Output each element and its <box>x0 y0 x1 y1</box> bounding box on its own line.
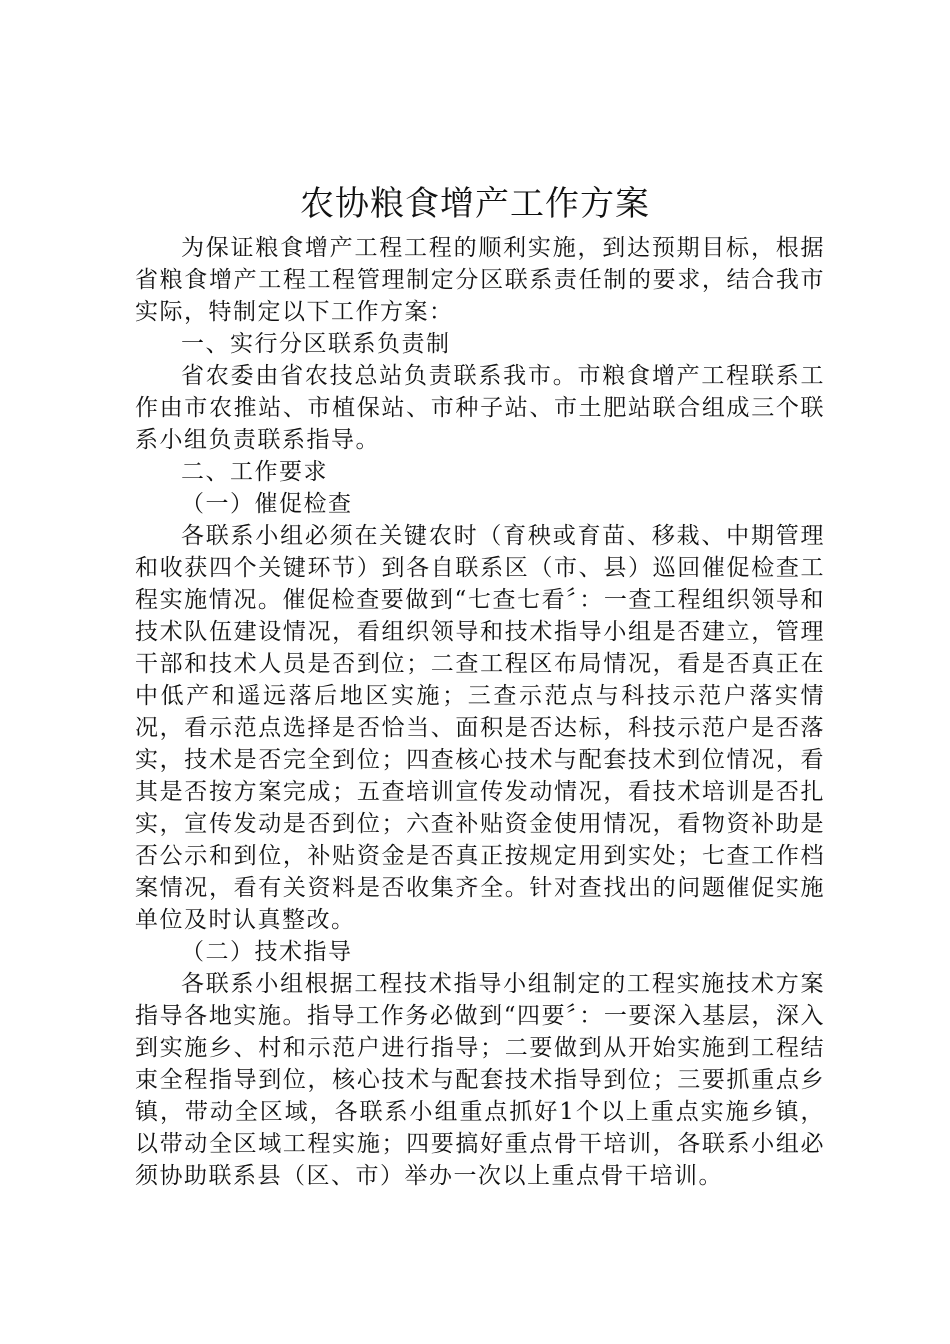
subsection-2-heading: （二）技术指导 <box>181 939 353 965</box>
intro-paragraph: 为保证粮食增产工程工程的顺利实施，到达预期目标，根据省粮食增产工程工程管理制定分区联系责任制的要求，结合我市实际，特制定以下工作方案： <box>135 235 825 325</box>
document-body <box>135 232 825 1192</box>
subsection-1-paragraph: 各联系小组必须在关键农时（育秧或育苗、移栽、中期管理和收获四个关键环节）到各自联系区（市、县）巡回催促检查工程实施情况。催促检查要做到“七查七看〞：一查工程组织领导和技术队伍建设情况，看组织领导和技术指导小组是否建立，管理干部和技术人员是否到位；二查工程区布局情况，看是否真正在中低产和遥远落后地区实施；三查示范点与科技示范户落实情况，看示范点选择是否恰当、面积是否达标，科技示范户是否落实，技术是否完全到位；四查核心技术与配套技术到位情况，看其是否按方案完成；五查培训宣传发动情况，看技术培训是否扎实，宣传发动是否到位；六查补贴资金使用情况，看物资补助是否公示和到位，补贴资金是否真正按规定用到实处；七查工作档案情况，看有关资料是否收集齐全。针对查找出的问题催促实施单位及时认真整改。 <box>135 523 825 933</box>
section-2-heading: 二、工作要求 <box>181 459 328 485</box>
subsection-2-paragraph: 各联系小组根据工程技术指导小组制定的工程实施技术方案指导各地实施。指导工作务必做到“四要〞：一要深入基层，深入到实施乡、村和示范户进行指导；二要做到从开始实施到工程结束全程指导到位，核心技术与配套技术指导到位；三要抓重点乡镇，带动全区域，各联系小组重点抓好1个以上重点实施乡镇，以带动全区域工程实施；四要搞好重点骨干培训，各联系小组必须协助联系县（区、市）举办一次以上重点骨干培训。 <box>135 971 825 1189</box>
document-title: 农协粮食增产工作方案 <box>300 184 650 224</box>
section-1-heading: 一、实行分区联系负责制 <box>181 331 451 357</box>
subsection-1-heading: （一）催促检查 <box>181 491 353 517</box>
section-1-paragraph: 省农委由省农技总站负责联系我市。市粮食增产工程联系工作由市农推站、市植保站、市种子站、市土肥站联合组成三个联系小组负责联系指导。 <box>135 363 825 453</box>
